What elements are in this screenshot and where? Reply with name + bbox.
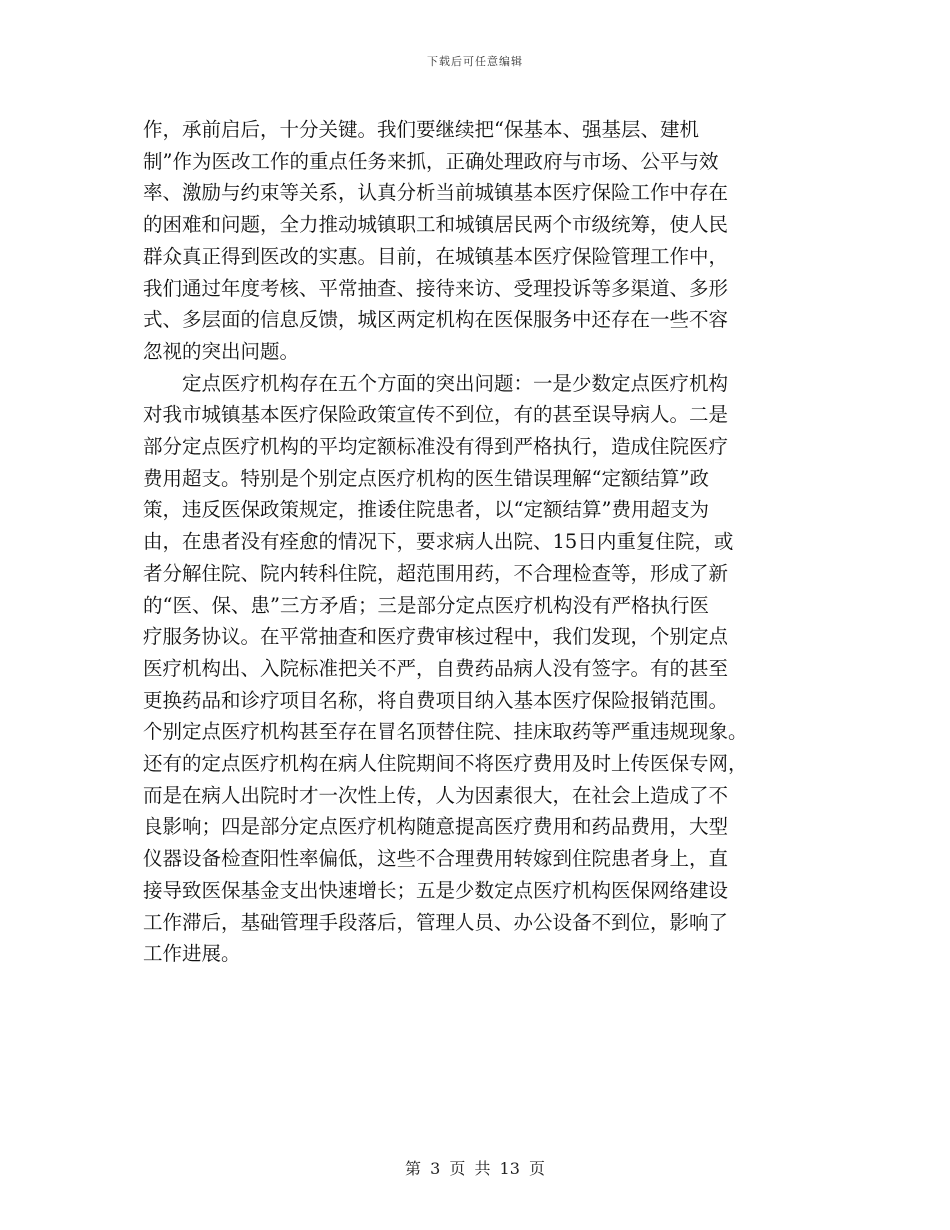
paragraph-2 (143, 368, 807, 970)
text-line: 疗服务协议。在平常抽查和医疗费审核过程中，我们发现，个别定点 (143, 625, 729, 649)
text-line: 还有的定点医疗机构在病人住院期间不将医疗费用及时上传医保专网， (143, 752, 748, 776)
text-line: 工作滞后，基础管理手段落后，管理人员、办公设备不到位，影响了 (143, 910, 729, 934)
text-line: 医疗机构出、入院标准把关不严，自费药品病人没有签字。有的甚至 (143, 656, 729, 680)
text-line: 而是在病人出院时才一次性上传，人为因素很大，在社会上造成了不 (143, 783, 729, 807)
text-line: 个别定点医疗机构甚至存在冒名顶替住院、挂床取药等严重违规现象。 (143, 720, 748, 744)
page-number-footer: 第 3 页 共 13 页 (405, 1159, 545, 1178)
text-line: 的“医、保、患”三方矛盾；三是部分定点医疗机构没有严格执行医 (143, 593, 709, 617)
text-line: 我们通过年度考核、平常抽查、接待来访、受理投诉等多渠道、多形 (143, 276, 729, 300)
text-line: 由，在患者没有痊愈的情况下，要求病人出院、15日内重复住院，或 (143, 530, 734, 554)
text-line: 费用超支。特别是个别定点医疗机构的医生错误理解“定额结算”政 (143, 466, 709, 490)
text-line: 忽视的突出问题。 (143, 339, 300, 363)
page-header: 下载后可任意编辑 (427, 55, 523, 68)
text-line: 式、多层面的信息反馈，城区两定机构在医保服务中还存在一些不容 (143, 308, 729, 332)
text-line: 率、激励与约束等关系，认真分析当前城镇基本医疗保险工作中存在 (143, 181, 729, 205)
text-line: 者分解住院、院内转科住院，超范围用药，不合理检查等，形成了新 (143, 561, 729, 585)
text-line: 策，违反医保政策规定，推诿住院患者，以“定额结算”费用超支为 (143, 498, 709, 522)
text-line: 制”作为医改工作的重点任务来抓，正确处理政府与市场、公平与效 (143, 149, 719, 173)
text-line: 作，承前启后，十分关键。我们要继续把“保基本、强基层、建机 (143, 118, 699, 141)
document-body (143, 114, 807, 970)
text-line: 仪器设备检查阳性率偏低，这些不合理费用转嫁到住院患者身上，直 (143, 847, 729, 871)
text-line: 接导致医保基金支出快速增长；五是少数定点医疗机构医保网络建设 (143, 878, 729, 902)
text-line: 更换药品和诊疗项目名称，将自费项目纳入基本医疗保险报销范围。 (143, 688, 729, 712)
text-line: 良影响；四是部分定点医疗机构随意提高医疗费用和药品费用，大型 (143, 815, 729, 839)
paragraph-1 (143, 114, 807, 368)
text-line: 部分定点医疗机构的平均定额标准没有得到严格执行，造成住院医疗 (143, 435, 729, 459)
text-line: 工作进展。 (143, 942, 241, 966)
text-line: 对我市城镇基本医疗保险政策宣传不到位，有的甚至误导病人。二是 (143, 403, 729, 427)
text-line: 群众真正得到医改的实惠。目前，在城镇基本医疗保险管理工作中， (143, 244, 729, 268)
text-line: 的困难和问题，全力推动城镇职工和城镇居民两个市级统筹，使人民 (143, 213, 729, 237)
text-line: 定点医疗机构存在五个方面的突出问题：一是少数定点医疗机构 (143, 371, 729, 395)
